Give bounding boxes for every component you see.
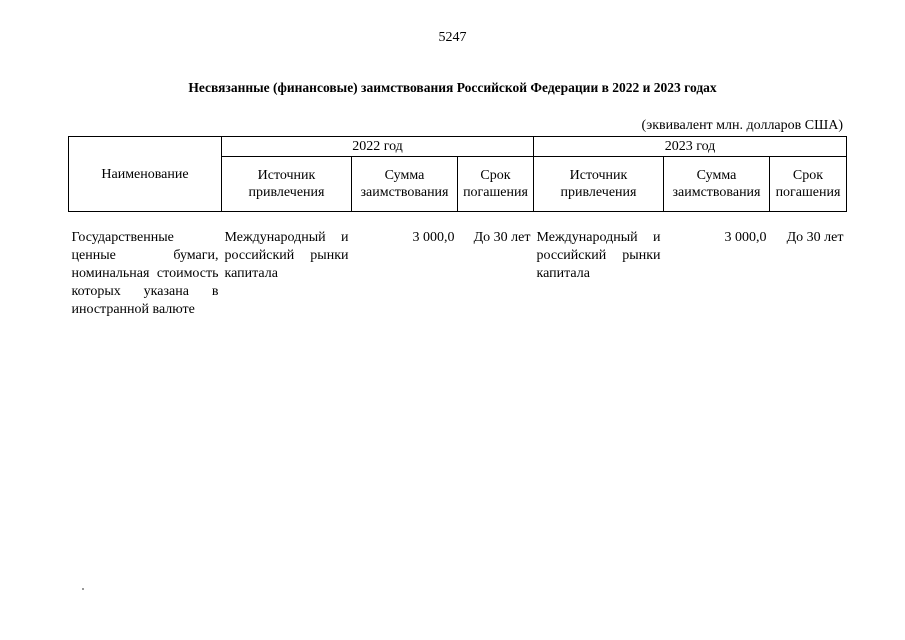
year-2023-header: 2023 год — [534, 137, 847, 157]
borrowings-table — [68, 136, 847, 319]
row-name: Государственные ценные бумаги, номинальная стоимость которых указана в иностранной валюте — [71, 230, 219, 317]
amount-2022: 3 000,0 — [412, 230, 455, 245]
source-header-2022: Источник привлечения — [222, 157, 352, 212]
term-2023: До 30 лет — [786, 230, 844, 245]
term-header-2022: Срок погашения — [458, 157, 534, 212]
term-2022: До 30 лет — [473, 230, 531, 245]
name-column-header: Наименование — [69, 137, 222, 212]
document-title: Несвязанные (финансовые) заимствования Российской Федерации в 2022 и 2023 годах — [188, 80, 717, 95]
source-2023: Международный и российский рынки капитала — [536, 230, 661, 281]
page-number: 5247 — [438, 30, 467, 45]
units-note: (эквивалент млн. долларов США) — [641, 118, 843, 133]
source-header-2023: Источник привлечения — [534, 157, 664, 212]
year-2022-header: 2022 год — [222, 137, 534, 157]
amount-header-2022: Сумма заимствования — [352, 157, 458, 212]
scan-speck — [82, 588, 84, 590]
amount-2023: 3 000,0 — [724, 230, 767, 245]
term-header-2023: Срок погашения — [770, 157, 847, 212]
table-row — [69, 212, 847, 320]
amount-header-2023: Сумма заимствования — [664, 157, 770, 212]
source-2022: Международный и российский рынки капитала — [224, 230, 349, 281]
